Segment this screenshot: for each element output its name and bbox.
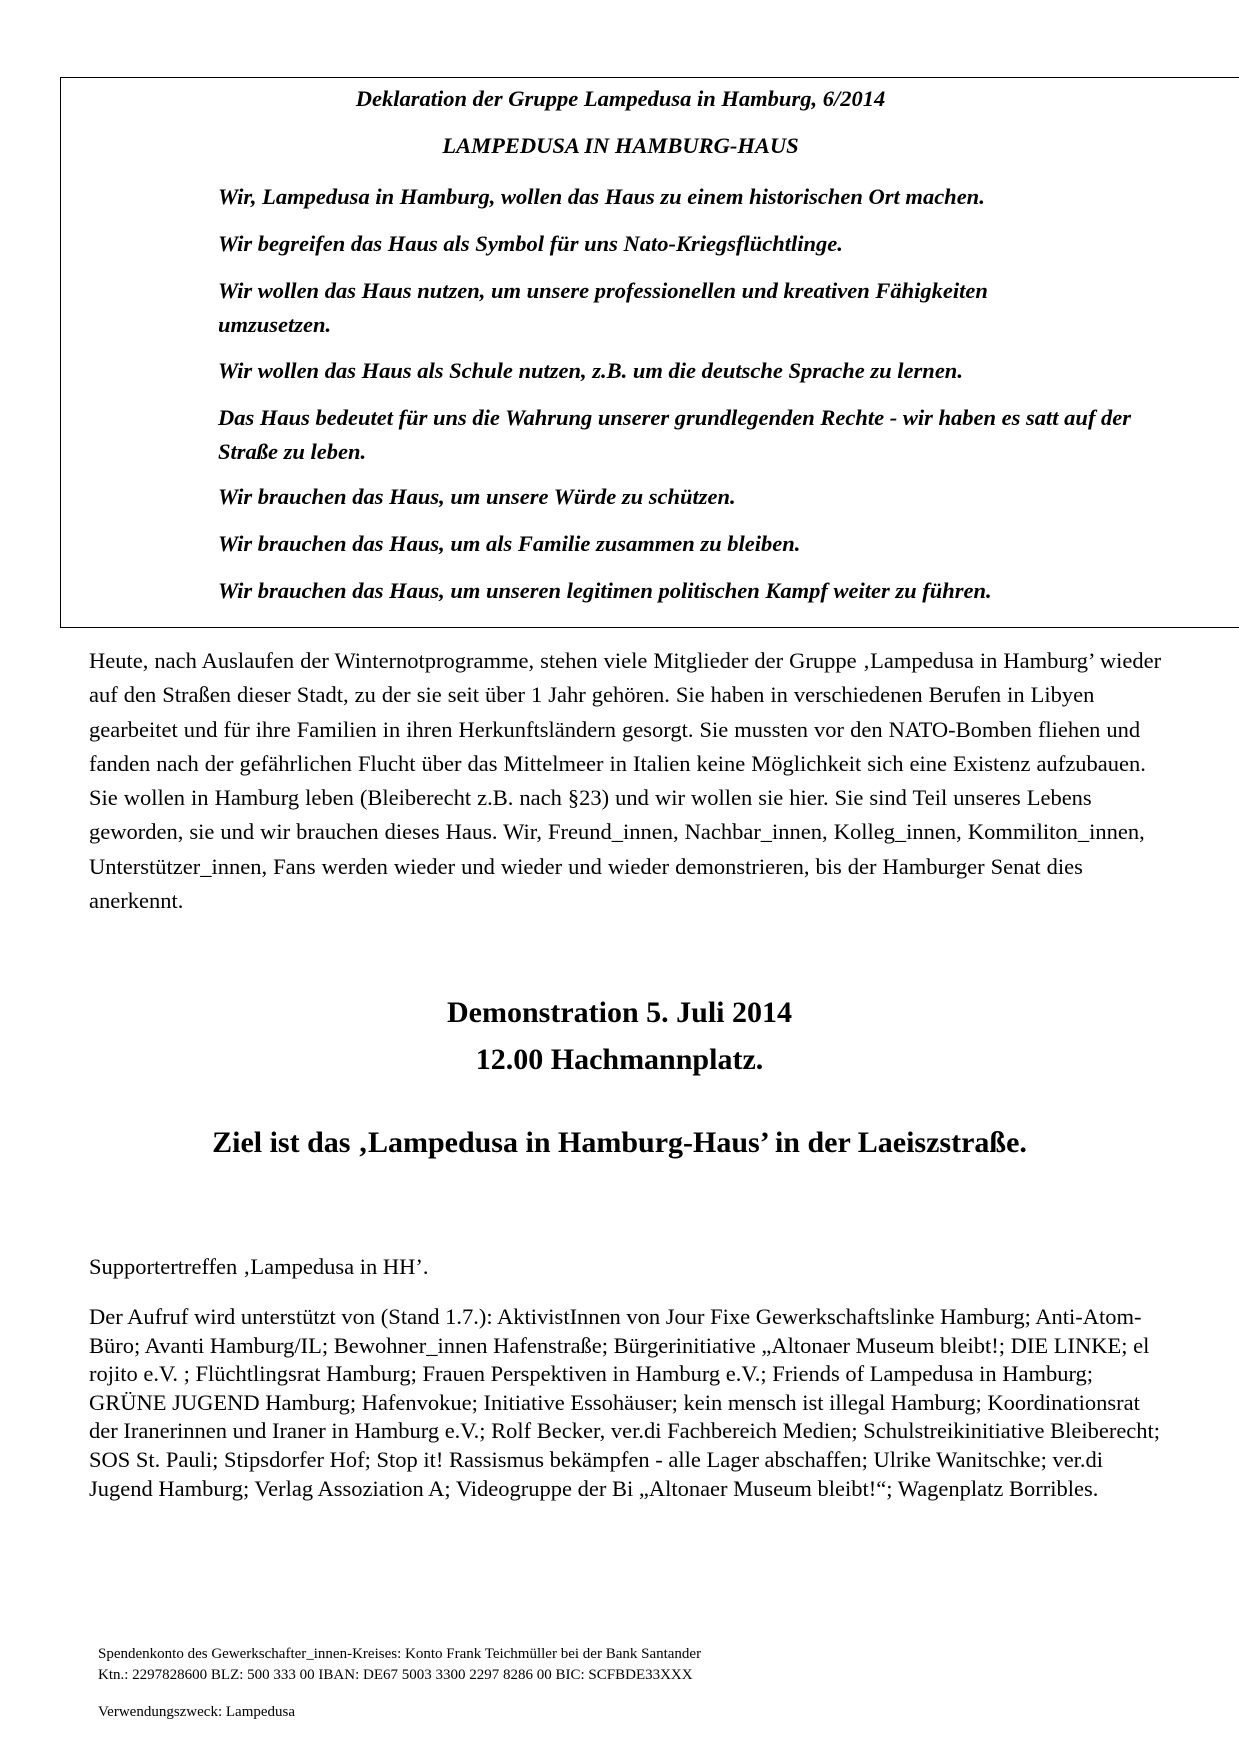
demonstration-place: 12.00 Hachmannplatz. — [475, 1043, 764, 1076]
declaration-line: Wir brauchen das Haus, um unseren legitimen politischen Kampf weiter zu führen. — [218, 578, 992, 603]
demonstration-date: Demonstration 5. Juli 2014 — [447, 996, 792, 1029]
declaration-line: Wir brauchen das Haus, um als Familie zusammen zu bleiben. — [218, 531, 801, 556]
declaration-line: Wir brauchen das Haus, um unsere Würde zu schützen. — [218, 484, 736, 509]
declaration-line: Das Haus bedeutet für uns die Wahrung unserer grundlegenden Rechte - wir haben es satt auf der Straße zu leben. — [218, 405, 1132, 464]
bank-account-line: Spendenkonto des Gewerkschafter_innen-Kreises: Konto Frank Teichmüller bei der Bank Santander — [98, 1646, 702, 1662]
demonstration-goal: Ziel ist das ‚Lampedusa in Hamburg-Haus’ in der Laeiszstraße. — [212, 1126, 1027, 1159]
declaration-box — [60, 77, 1239, 628]
declaration-heading: Deklaration der Gruppe Lampedusa in Hamburg, 6/2014 — [355, 86, 886, 111]
declaration-line: Wir begreifen das Haus als Symbol für uns Nato-Kriegsflüchtlinge. — [218, 231, 843, 256]
support-meeting: Supportertreffen ‚Lampedusa in HH’. — [89, 1254, 429, 1279]
declaration-line: Wir, Lampedusa in Hamburg, wollen das Haus zu einem historischen Ort machen. — [218, 184, 985, 209]
declaration-line: Wir wollen das Haus als Schule nutzen, z.B. um die deutsche Sprache zu lernen. — [218, 358, 963, 383]
body-paragraph: Heute, nach Auslaufen der Winternotprogramme, stehen viele Mitglieder der Gruppe ‚Lampedusa in Hamburg’ wieder auf den Straßen dieser Stadt, zu der sie seit über 1 Jahr gehören. Sie haben in verschiedenen Berufen in Libyen gearbeitet und für ihre Familien in ihren Herkunftsländern gesorgt. Sie mussten vor den NATO-Bomben fliehen und fanden nach der gefährlichen Flucht über das Mittelmeer in Italien keine Möglichkeit sich eine Existenz aufzubauen. Sie wollen in Hamburg leben (Bleiberecht z.B. nach §23) und wir wollen sie hier. Sie sind Teil unseres Lebens geworden, sie und wir brauchen dieses Haus. Wir, Freund_innen, Nachbar_innen, Kolleg_innen, Kommiliton_innen, Unterstützer_innen, Fans werden wieder und wieder und wieder demonstrieren, bis der Hamburger Senat dies anerkennt. — [89, 648, 1162, 914]
declaration-title: LAMPEDUSA IN HAMBURG-HAUS — [442, 133, 799, 158]
supporters-list: Der Aufruf wird unterstützt von (Stand 1.7.): AktivistInnen von Jour Fixe Gewerkschaftslinke Hamburg; Anti-Atom-Büro; Avanti Hamburg/IL; Bewohner_innen Hafenstraße; Bürgerinitiative „Altonaer Museum bleibt!; DIE LINKE; el rojito e.V. ; Flüchtlingsrat Hamburg; Frauen Perspektiven in Hamburg e.V.; Friends of Lampedusa in Hamburg; GRÜNE JUGEND Hamburg; Hafenvokue; Initiative Essohäuser; kein mensch ist illegal Hamburg; Koordinationsrat der Iranerinnen und Iraner in Hamburg e.V.; Rolf Becker, ver.di Fachbereich Medien; Schulstreikinitiative Bleiberecht; SOS St. Pauli; Stipsdorfer Hof; Stop it! Rassismus bekämpfen - alle Lager abschaffen; Ulrike Wanitschke; ver.di Jugend Hamburg; Verlag Assoziation A; Videogruppe der Bi „Altonaer Museum bleibt!“; Wagenplatz Borribles. — [89, 1304, 1161, 1501]
bank-purpose-line: Verwendungszweck: Lampedusa — [98, 1704, 296, 1720]
bank-numbers-line: Ktn.: 2297828600 BLZ: 500 333 00 IBAN: DE67 5003 3300 2297 8286 00 BIC: SCFBDE33XXX — [98, 1667, 693, 1683]
declaration-line: Wir wollen das Haus nutzen, um unsere professionellen und kreativen Fähigkeiten umzusetzen. — [218, 278, 988, 337]
